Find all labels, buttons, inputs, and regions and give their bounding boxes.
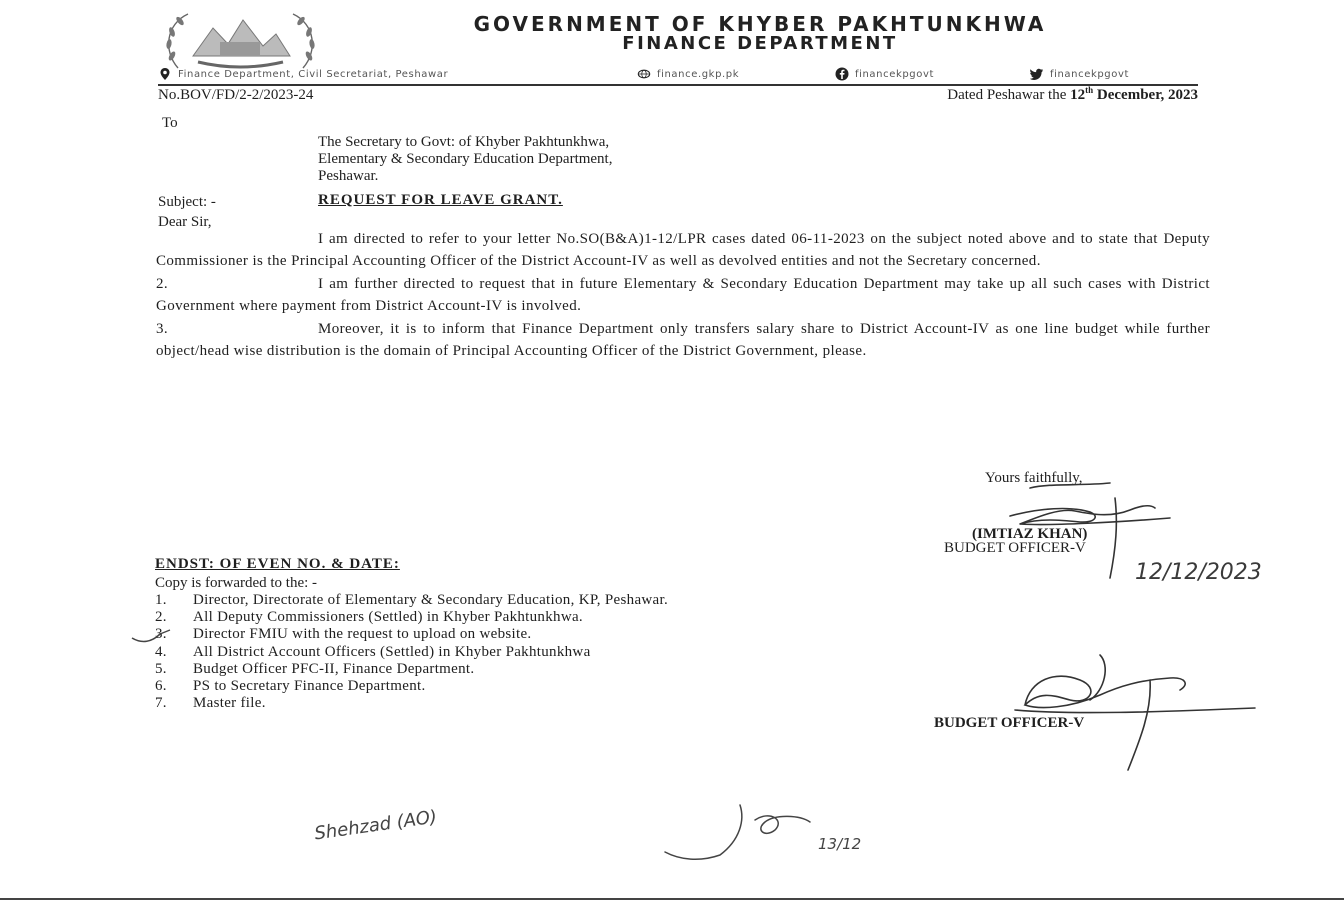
list-item-number: 1. xyxy=(155,592,167,608)
handwritten-initials xyxy=(660,800,840,865)
twitter-icon xyxy=(1030,67,1044,81)
paragraph-2-number: 2. xyxy=(156,275,169,292)
subject-label: Subject: - xyxy=(158,194,216,210)
date-rest: December, 2023 xyxy=(1093,87,1198,103)
list-item xyxy=(155,695,668,712)
handwritten-note-left: Shehzad (AO) xyxy=(313,806,439,845)
addressee-line: The Secretary to Govt: of Khyber Pakhtunkhwa, xyxy=(318,134,610,150)
list-item-text: All Deputy Commissioners (Settled) in Khyber Pakhtunkhwa. xyxy=(193,609,583,626)
list-item-text: Director FMIU with the request to upload on website. xyxy=(193,626,532,643)
letterhead-title: GOVERNMENT OF KHYBER PAKHTUNKHWA xyxy=(473,12,1047,36)
government-seal xyxy=(158,6,323,76)
handwritten-note-date: 13/12 xyxy=(818,835,862,853)
location-icon xyxy=(158,67,172,81)
facebook-text: financekpgovt xyxy=(855,68,934,80)
signature-closing: Yours faithfully, xyxy=(985,470,1083,486)
list-item-text: PS to Secretary Finance Department. xyxy=(193,678,426,695)
address-text: Finance Department, Civil Secretariat, Peshawar xyxy=(178,68,449,80)
signatory-name: (IMTIAZ KHAN) xyxy=(972,526,1088,542)
second-signature-mark xyxy=(1010,650,1260,775)
paragraph-2 xyxy=(156,273,1210,318)
letter-date xyxy=(947,85,1198,104)
website-text: finance.gkp.pk xyxy=(657,68,740,80)
letterhead-subtitle: FINANCE DEPARTMENT xyxy=(622,33,898,54)
list-item-number: 4. xyxy=(155,643,167,660)
list-item-number: 2. xyxy=(155,609,167,626)
list-item-number: 6. xyxy=(155,678,167,695)
bottom-border xyxy=(0,898,1344,900)
date-suffix: th xyxy=(1085,85,1094,95)
handwritten-date: 12/12/2023 xyxy=(1135,560,1262,585)
endorsement-designation: BUDGET OFFICER-V xyxy=(934,715,1085,731)
endorsement-heading: ENDST: OF EVEN NO. & DATE: xyxy=(155,556,400,572)
subject-text: REQUEST FOR LEAVE GRANT. xyxy=(318,192,563,208)
paragraph-3-number: 3. xyxy=(156,320,169,337)
list-item-number: 7. xyxy=(155,695,167,712)
list-item-text: Director, Directorate of Elementary & Secondary Education, KP, Peshawar. xyxy=(193,592,669,608)
list-item xyxy=(155,609,668,626)
list-item xyxy=(155,678,668,695)
distribution-list xyxy=(155,592,668,712)
paragraph-3-text: Moreover, it is to inform that Finance Department only transfers salary share to District Account-IV as one line budget while further object/head wise distribution is the domain of Principal Accounting Officer of the District Government, please. xyxy=(156,320,1210,360)
paragraph-2-text: I am further directed to request that in future Elementary & Secondary Education Department may take up all such cases with District Government where payment from District Account-IV is involved. xyxy=(156,275,1210,315)
twitter-text: financekpgovt xyxy=(1050,68,1129,80)
list-item xyxy=(155,661,668,678)
paragraph-1 xyxy=(156,228,1210,273)
signatory-designation: BUDGET OFFICER-V xyxy=(944,540,1086,556)
contact-facebook xyxy=(835,67,934,81)
list-item-number: 3. xyxy=(155,626,167,643)
list-item-text: Master file. xyxy=(193,695,266,712)
list-item-text: Budget Officer PFC-II, Finance Department. xyxy=(193,660,475,677)
to-label: To xyxy=(162,115,178,131)
list-item-text: All District Account Officers (Settled) in Khyber Pakhtunkhwa xyxy=(193,643,591,660)
handwritten-tick-mark xyxy=(130,628,180,646)
facebook-icon xyxy=(835,67,849,81)
addressee-line: Elementary & Secondary Education Department, xyxy=(318,151,613,167)
reference-number: No.BOV/FD/2-2/2023-24 xyxy=(158,87,314,103)
list-item xyxy=(155,626,668,643)
globe-icon xyxy=(637,67,651,81)
list-item xyxy=(155,644,668,661)
paragraph-1-text: I am directed to refer to your letter No.SO(B&A)1-12/LPR cases dated 06-11-2023 on the subject noted above and to state that Deputy Commissioner is the Principal Accounting Officer of the District Account-IV as well as devolved entities and not the Secretary concerned. xyxy=(156,231,1210,270)
contact-website xyxy=(637,67,739,81)
contact-address xyxy=(158,67,448,81)
list-item-number: 5. xyxy=(155,660,167,677)
paragraph-3 xyxy=(156,318,1210,363)
addressee-block xyxy=(318,134,612,185)
date-day: 12 xyxy=(1070,87,1086,103)
salutation: Dear Sir, xyxy=(158,214,212,230)
endorsement-intro: Copy is forwarded to the: - xyxy=(155,575,318,591)
letter-body xyxy=(156,228,1210,362)
contact-twitter xyxy=(1030,67,1129,81)
addressee-line: Peshawar. xyxy=(318,168,379,184)
date-prefix: Dated Peshawar the xyxy=(947,87,1071,103)
list-item xyxy=(155,592,668,609)
